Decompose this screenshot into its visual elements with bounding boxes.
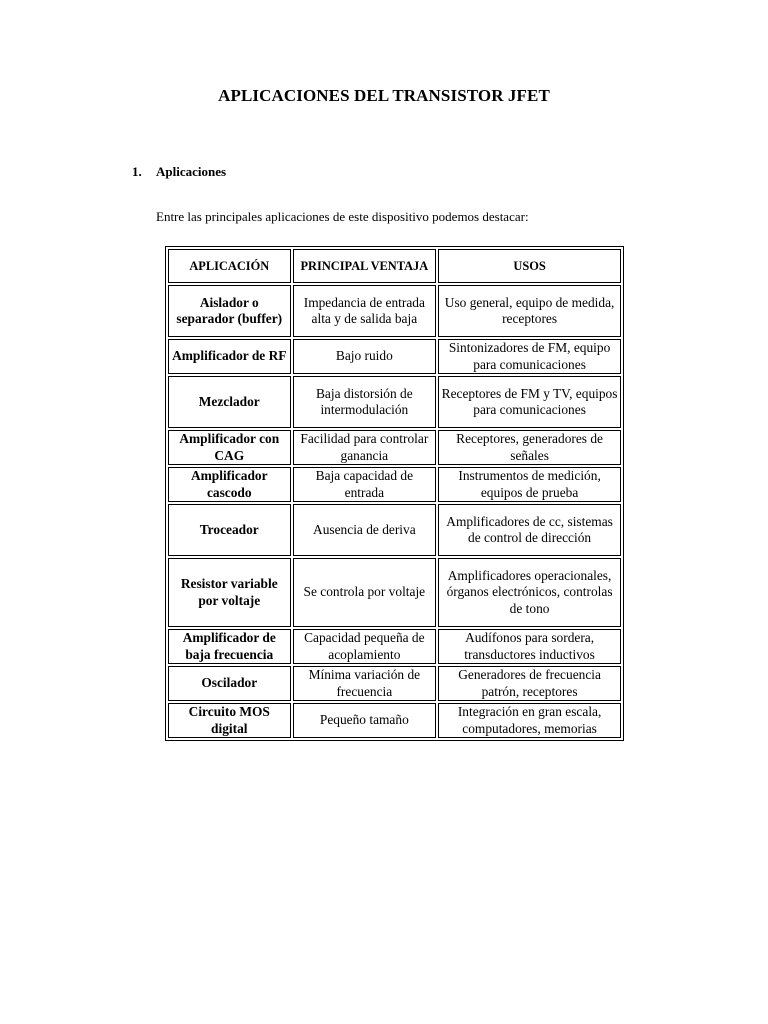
header-usos: USOS (438, 249, 621, 283)
table-cell-usos: Instrumentos de medición, equipos de prueba (438, 467, 621, 502)
table-cell-aplicacion: Oscilador (168, 666, 291, 701)
table-cell-ventaja: Impedancia de entrada alta y de salida baja (293, 285, 437, 337)
table-cell-usos: Integración en gran escala, computadores, memorias (438, 703, 621, 738)
table-header-row (168, 249, 621, 283)
table-row (168, 430, 621, 465)
table-cell-usos: Amplificadores de cc, sistemas de control de dirección (438, 504, 621, 556)
table-row (168, 504, 621, 556)
section-heading-text: Aplicaciones (156, 164, 227, 179)
table-row (168, 558, 621, 627)
table-cell-usos: Amplificadores operacionales, órganos electrónicos, controlas de tono (438, 558, 621, 627)
intro-paragraph: Entre las principales aplicaciones de este dispositivo podemos destacar: (156, 209, 529, 224)
section-number: 1. (132, 164, 142, 179)
table-cell-aplicacion: Amplificador de baja frecuencia (168, 629, 291, 664)
table-cell-aplicacion: Amplificador cascodo (168, 467, 291, 502)
table-cell-usos: Receptores de FM y TV, equipos para comunicaciones (438, 376, 621, 428)
header-aplicacion: APLICACIÓN (168, 249, 291, 283)
table-row (168, 703, 621, 738)
table-cell-ventaja: Se controla por voltaje (293, 558, 437, 627)
table-cell-ventaja: Pequeño tamaño (293, 703, 437, 738)
table-cell-aplicacion: Amplificador con CAG (168, 430, 291, 465)
table-row (168, 467, 621, 502)
table-cell-usos: Audífonos para sordera, transductores inductivos (438, 629, 621, 664)
table-cell-usos: Generadores de frecuencia patrón, receptores (438, 666, 621, 701)
table-cell-aplicacion: Amplificador de RF (168, 339, 291, 374)
header-principal-ventaja: PRINCIPAL VENTAJA (293, 249, 437, 283)
table-cell-aplicacion: Resistor variable por voltaje (168, 558, 291, 627)
table-cell-ventaja: Baja distorsión de intermodulación (293, 376, 437, 428)
table-row (168, 285, 621, 337)
table-row (168, 339, 621, 374)
document-title: APLICACIONES DEL TRANSISTOR JFET (218, 86, 550, 105)
applications-table (165, 246, 624, 741)
table-cell-ventaja: Mínima variación de frecuencia (293, 666, 437, 701)
table-cell-ventaja: Capacidad pequeña de acoplamiento (293, 629, 437, 664)
table-row (168, 629, 621, 664)
table-cell-ventaja: Baja capacidad de entrada (293, 467, 437, 502)
table-cell-aplicacion: Troceador (168, 504, 291, 556)
table-cell-ventaja: Bajo ruido (293, 339, 437, 374)
table-cell-ventaja: Facilidad para controlar ganancia (293, 430, 437, 465)
table-cell-usos: Receptores, generadores de señales (438, 430, 621, 465)
table-cell-ventaja: Ausencia de deriva (293, 504, 437, 556)
table-cell-usos: Uso general, equipo de medida, receptores (438, 285, 621, 337)
table-row (168, 376, 621, 428)
table-cell-aplicacion: Mezclador (168, 376, 291, 428)
table-cell-usos: Sintonizadores de FM, equipo para comunicaciones (438, 339, 621, 374)
section-heading (132, 164, 226, 180)
table-row (168, 666, 621, 701)
table-cell-aplicacion: Circuito MOS digital (168, 703, 291, 738)
table-cell-aplicacion: Aislador o separador (buffer) (168, 285, 291, 337)
